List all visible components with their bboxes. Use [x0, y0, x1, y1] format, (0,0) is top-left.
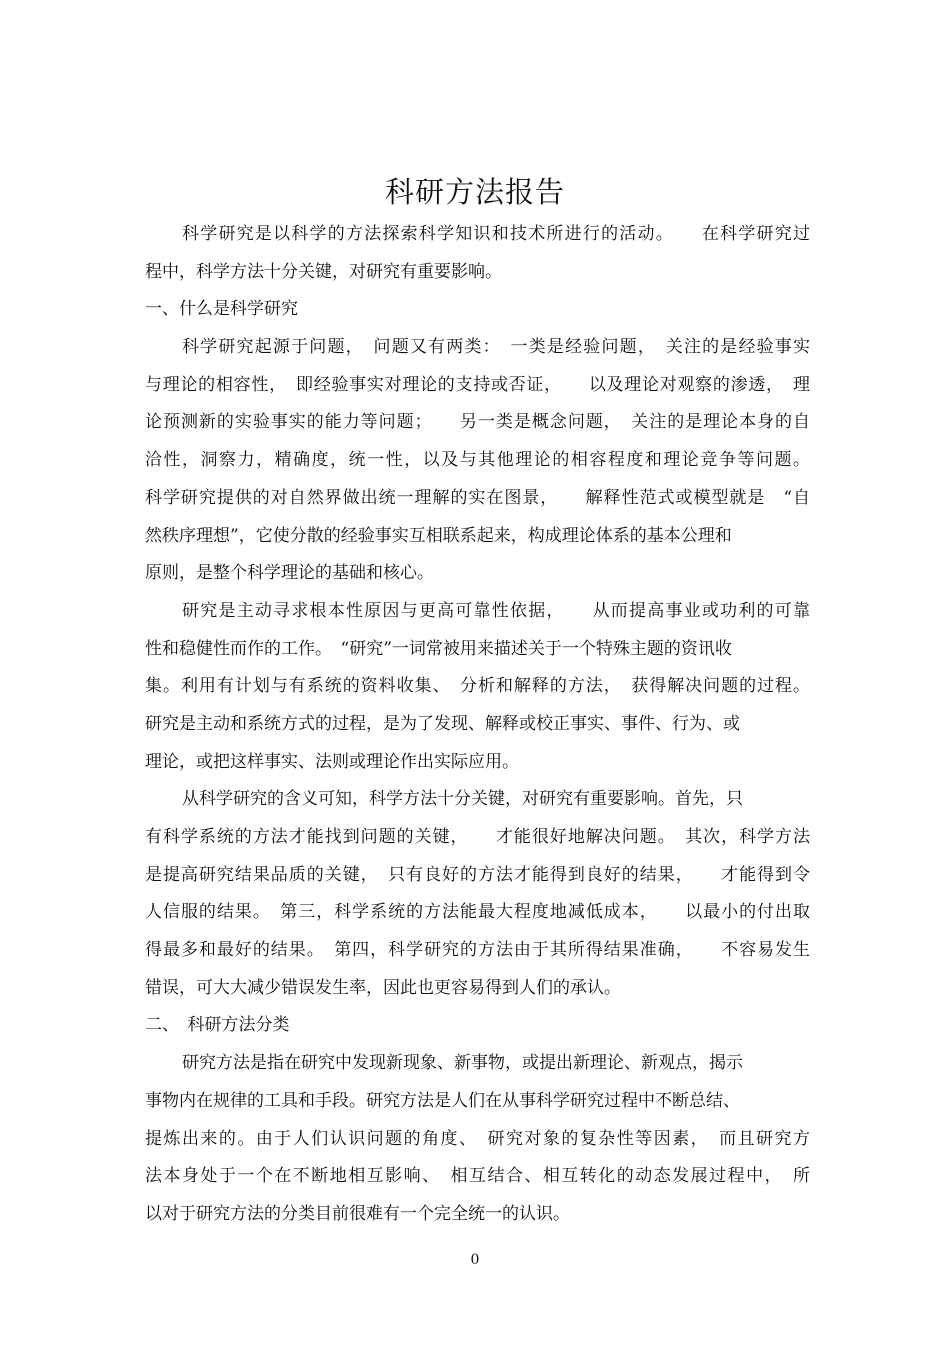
text-line: 原则，是整个科学理论的基础和核心。 — [145, 563, 434, 584]
text-line: 有科学系统的方法才能找到问题的关键， 才能很好地解决问题。 其次，科学方法 — [145, 827, 810, 847]
text-line: 从科学研究的含义可知，科学方法十分关键，对研究有重要影响。首先，只 — [182, 789, 743, 810]
text-line: 错误，可大大减少错误发生率，因此也更容易得到人们的承认。 — [145, 977, 621, 998]
document-body — [145, 216, 810, 1234]
text-line: 性和稳健性而作的工作。 “研究”一词常被用来描述关于一个特殊主题的资讯收 — [145, 638, 732, 659]
text-line: 二、 科研方法分类 — [145, 1015, 290, 1036]
text-line: 科学研究是以科学的方法探索科学知识和技术所进行的活动。 在科学研究过 — [182, 224, 810, 244]
text-line: 人信服的结果。 第三，科学系统的方法能最大程度地减低成本， 以最小的付出取 — [145, 902, 810, 923]
text-line: 科学研究提供的对自然界做出统一理解的实在图景， 解释性范式或模型就是 “自 — [145, 487, 810, 508]
text-line: 理论，或把这样事实、法则或理论作出实际应用。 — [145, 751, 519, 772]
text-line: 论预测新的实验事实的能力等问题； 另一类是概念问题， 关注的是理论本身的自 — [145, 412, 810, 433]
text-line: 研究是主动和系统方式的过程，是为了发现、解释或校正事实、事件、行为、或 — [145, 713, 740, 734]
text-line: 法本身处于一个在不断地相互影响、 相互结合、相互转化的动态发展过程中， 所 — [145, 1166, 810, 1187]
text-line: 洽性，洞察力，精确度，统一性，以及与其他理论的相容程度和理论竞争等问题。 — [145, 450, 810, 471]
text-line: 与理论的相容性， 即经验事实对理论的支持或否证， 以及理论对观察的渗透， 理 — [145, 374, 810, 395]
text-line: 事物内在规律的工具和手段。研究方法是人们在从事科学研究过程中不断总结、 — [145, 1090, 740, 1111]
text-line: 是提高研究结果品质的关键， 只有良好的方法才能得到良好的结果， 才能得到令 — [145, 864, 810, 885]
text-line: 程中，科学方法十分关键，对研究有重要影响。 — [145, 261, 502, 282]
page-number: 0 — [470, 1252, 480, 1268]
text-line: 研究是主动寻求根本性原因与更高可靠性依据， 从而提高事业或功利的可靠 — [182, 600, 810, 621]
text-line: 提炼出来的。由于人们认识问题的角度、 研究对象的复杂性等因素， 而且研究方 — [145, 1128, 810, 1149]
text-line: 然秩序理想”，它使分散的经验事实互相联系起来，构成理论体系的基本公理和 — [145, 525, 732, 546]
text-line: 科学研究起源于问题， 问题又有两类： 一类是经验问题， 关注的是经验事实 — [182, 337, 810, 358]
text-line: 一、什么是科学研究 — [145, 299, 298, 320]
text-line: 得最多和最好的结果。 第四，科学研究的方法由于其所得结果准确， 不容易发生 — [145, 940, 810, 961]
document-title: 科研方法报告 — [384, 175, 565, 209]
text-line: 集。利用有计划与有系统的资料收集、 分析和解释的方法， 获得解决问题的过程。 — [145, 676, 810, 697]
text-line: 以对于研究方法的分类目前很难有一个完全统一的认识。 — [145, 1203, 570, 1224]
text-line: 研究方法是指在研究中发现新现象、新事物，或提出新理论、新观点，揭示 — [182, 1053, 743, 1074]
